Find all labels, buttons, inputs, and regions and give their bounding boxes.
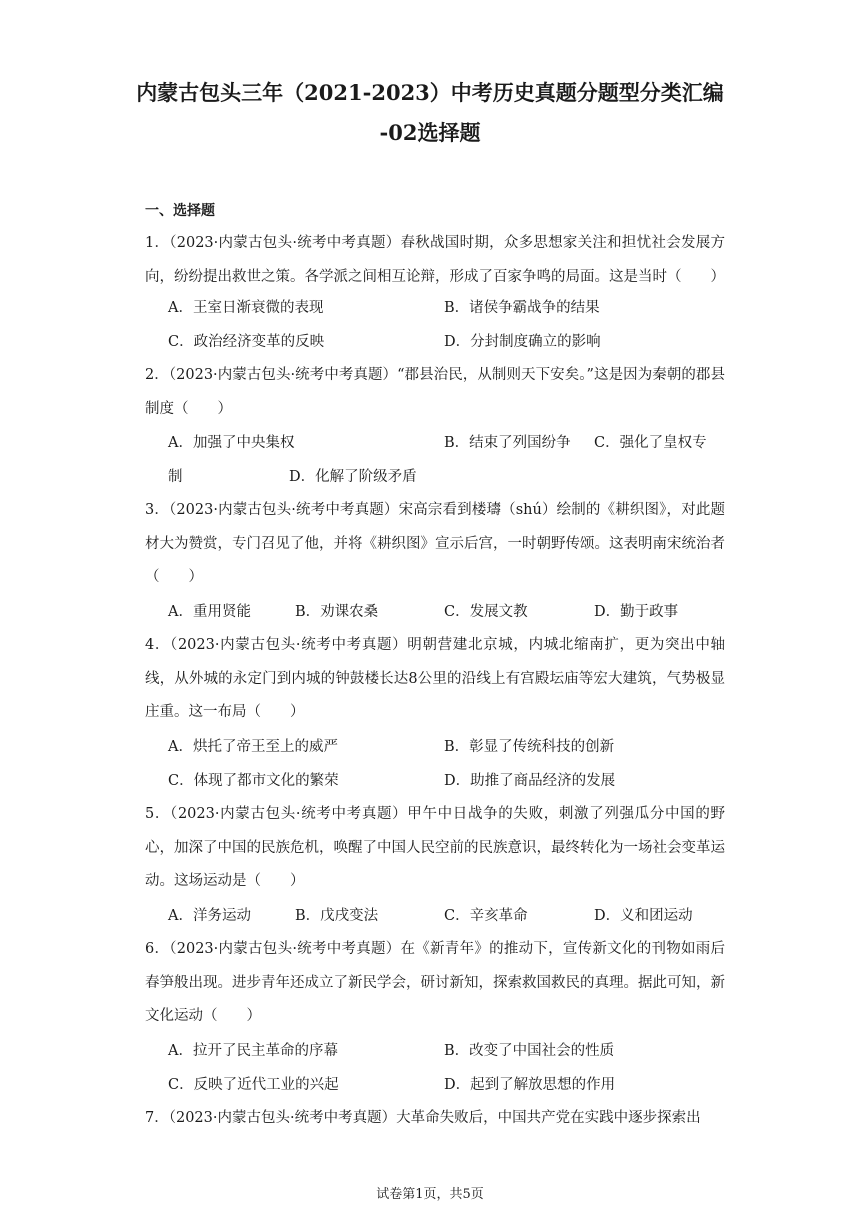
option-d[interactable]: D．助推了商品经济的发展 <box>444 773 616 789</box>
question-2-stem: 2．（2023·内蒙古包头·统考中考真题）“郡县治民，从制则天下安矣。”这是因为秦朝的郡县制度（ ） <box>145 367 725 417</box>
question-4-stem: 4．（2023·内蒙古包头·统考中考真题）明朝营建北京城，内城北缩南扩，更为突出中轴线，从外城的永定门到内城的钟鼓楼长达8公里的沿线上有宫殿坛庙等宏大建筑，气势极显庄重。这一布局（ ） <box>145 637 725 721</box>
option-b[interactable]: B．结束了列国纷争 <box>444 435 571 451</box>
option-d[interactable]: D．起到了解放思想的作用 <box>444 1077 616 1093</box>
question-7-stem: 7．（2023·内蒙古包头·统考中考真题）大革命失败后，中国共产党在实践中逐步探索出 <box>145 1110 701 1126</box>
option-b[interactable]: B．改变了中国社会的性质 <box>444 1043 615 1059</box>
option-a[interactable]: A．王室日渐衰微的表现 <box>168 300 324 316</box>
title-line-2: -02选择题 <box>379 120 481 145</box>
option-c[interactable]: C．强化了皇权专 <box>594 435 707 451</box>
option-a[interactable]: A．重用贤能 <box>168 604 251 620</box>
option-c-wrap: 制 <box>168 469 183 485</box>
option-b[interactable]: B．劝课农桑 <box>295 604 379 620</box>
title-line-1: 内蒙古包头三年（2021-2023）中考历史真题分题型分类汇编 <box>136 80 724 105</box>
option-c[interactable]: C．辛亥革命 <box>444 908 528 924</box>
option-d[interactable]: D．勤于政事 <box>594 604 679 620</box>
option-d[interactable]: D．义和团运动 <box>594 908 693 924</box>
option-a[interactable]: A．拉开了民主革命的序幕 <box>168 1043 338 1059</box>
question-1-stem: 1．（2023·内蒙古包头·统考中考真题）春秋战国时期，众多思想家关注和担忧社会发展方向，纷纷提出救世之策。各学派之间相互论辩，形成了百家争鸣的局面。这是当时（ ） <box>145 235 725 285</box>
section-heading: 一、选择题 <box>145 203 215 219</box>
option-d[interactable]: D．分封制度确立的影响 <box>444 334 601 350</box>
option-a[interactable]: A．洋务运动 <box>168 908 251 924</box>
question-5-stem: 5．（2023·内蒙古包头·统考中考真题）甲午中日战争的失败，刺激了列强瓜分中国的野心，加深了中国的民族危机，唤醒了中国人民空前的民族意识，最终转化为一场社会变革运动。这场运动是（ ） <box>145 806 725 890</box>
option-c[interactable]: C．体现了都市文化的繁荣 <box>168 773 339 789</box>
option-c[interactable]: C．发展文教 <box>444 604 528 620</box>
option-b[interactable]: B．诸侯争霸战争的结果 <box>444 300 600 316</box>
option-b[interactable]: B．彰显了传统科技的创新 <box>444 739 615 755</box>
option-b[interactable]: B．戊戌变法 <box>295 908 379 924</box>
page-footer: 试卷第1页，共5页 <box>376 1187 484 1202</box>
option-a[interactable]: A．烘托了帝王至上的威严 <box>168 739 338 755</box>
option-d[interactable]: D．化解了阶级矛盾 <box>289 469 417 485</box>
question-3-stem: 3．（2023·内蒙古包头·统考中考真题）宋高宗看到楼璹（shú）绘制的《耕织图》，对此题材大为赞赏，专门召见了他，并将《耕织图》宣示后宫，一时朝野传颂。这表明南宋统治者（ ） <box>145 502 725 586</box>
option-c[interactable]: C．反映了近代工业的兴起 <box>168 1077 339 1093</box>
option-c[interactable]: C．政治经济变革的反映 <box>168 334 325 350</box>
option-a[interactable]: A．加强了中央集权 <box>168 435 295 451</box>
question-6-stem: 6．（2023·内蒙古包头·统考中考真题）在《新青年》的推动下，宣传新文化的刊物如雨后春笋般出现。进步青年还成立了新民学会，研讨新知，探索救国救民的真理。据此可知，新文化运动（ ） <box>145 941 725 1025</box>
